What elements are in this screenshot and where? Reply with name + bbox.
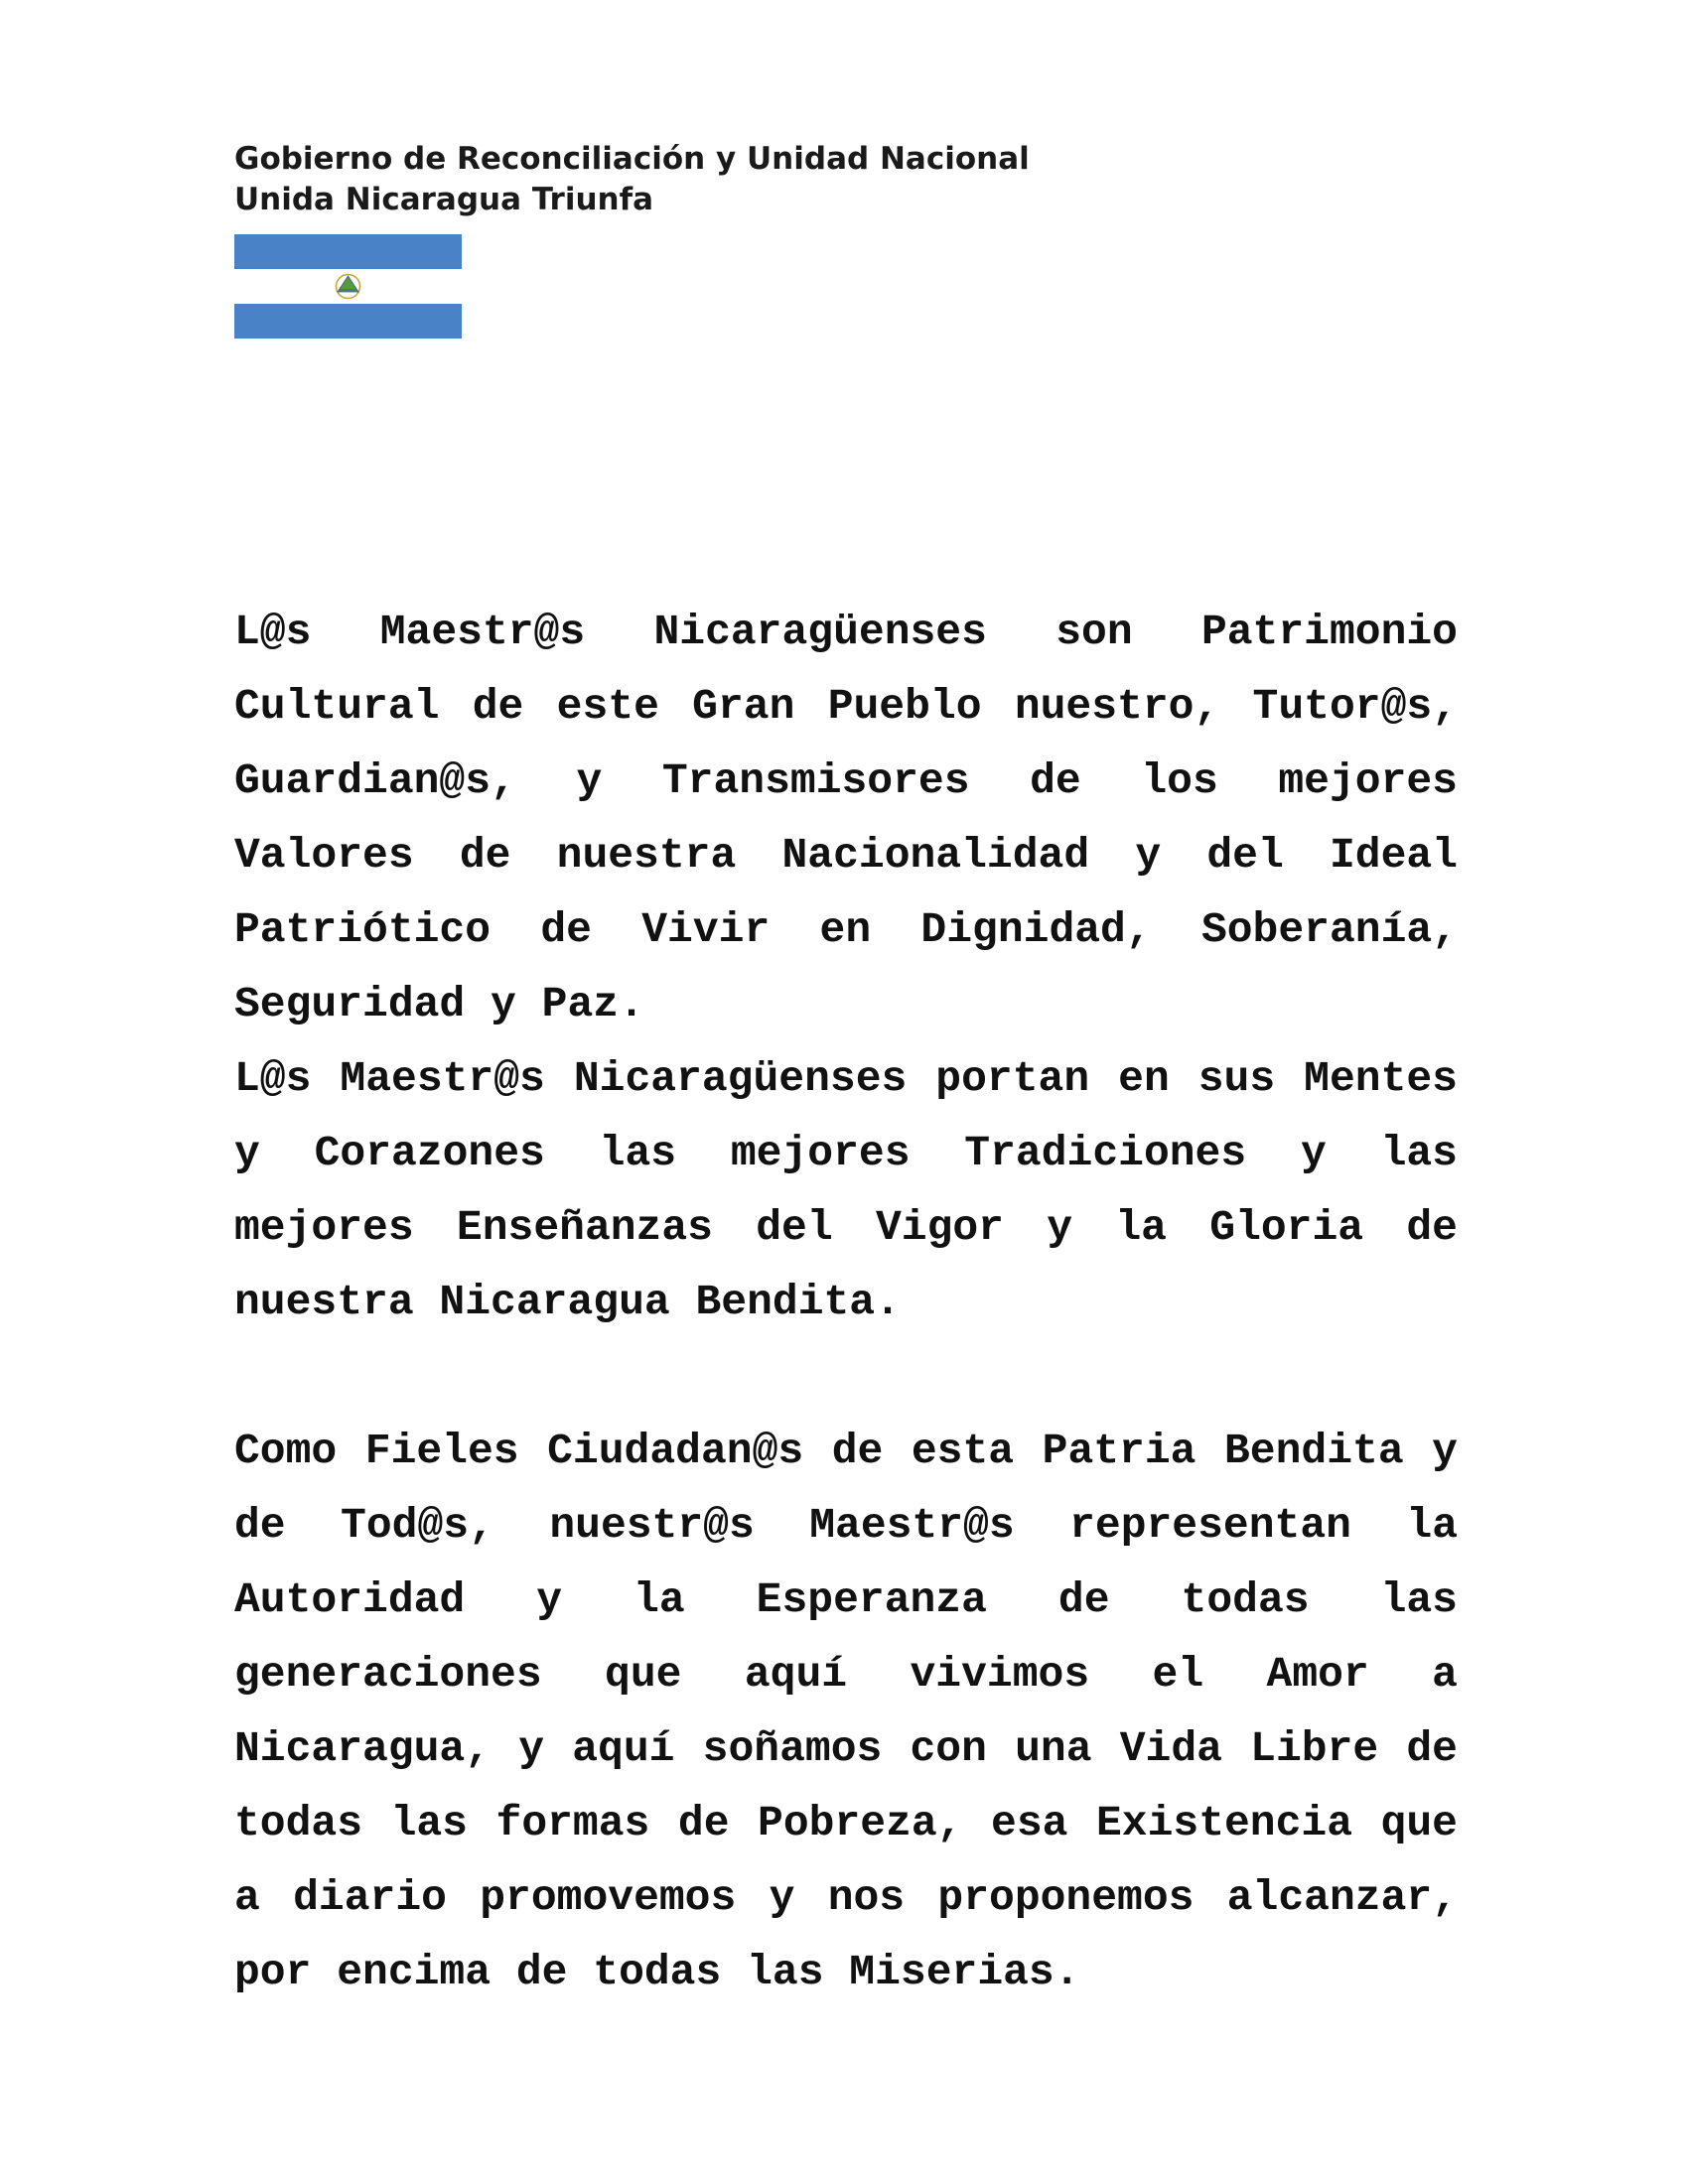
paragraph-traditions: L@s Maestr@s Nicaragüenses portan en sus Mentes y Corazones las mejores Tradiciones y las mejores Enseñanzas del Vigor y la Gloria de nuestra Nicaragua Bendita. <box>234 1054 1458 1326</box>
government-name: Gobierno de Reconciliación y Unidad Nacional <box>234 141 1030 177</box>
document-header <box>234 139 1030 220</box>
nicaragua-flag-icon <box>234 234 462 339</box>
government-slogan: Unida Nicaragua Triunfa <box>234 182 654 217</box>
paragraph-citizens: Como Fieles Ciudadan@s de esta Patria Bendita y de Tod@s, nuestr@s Maestr@s representan la Autoridad y la Esperanza de todas las generaciones que aquí vivimos el Amor a Nicaragua, y aquí soñamos con una Vida Libre de todas las formas de Pobreza, esa Existencia que a diario promovemos y nos proponemos alcanzar, por encima de todas las Miserias. <box>234 1427 1458 1996</box>
paragraph-patrimony: L@s Maestr@s Nicaragüenses son Patrimonio Cultural de este Gran Pueblo nuestro, Tutor@s, Guardian@s, y Transmisores de los mejores Valores de nuestra Nacionalidad y del Ideal Patriótico de Vivir en Dignidad, Soberanía, Seguridad y Paz. <box>234 608 1458 1028</box>
